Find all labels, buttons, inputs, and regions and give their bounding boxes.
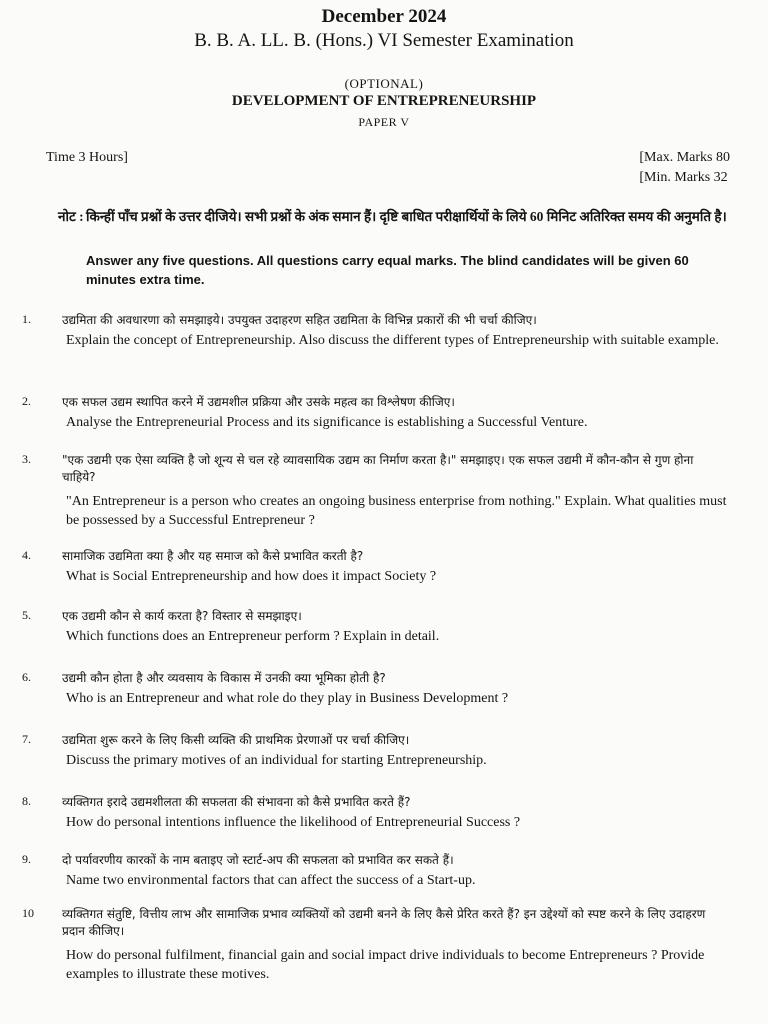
question-hindi: उद्यमी कौन होता है और व्यवसाय के विकास में उनकी क्या भूमिका होती है? [62, 671, 386, 685]
question-english: Analyse the Entrepreneurial Process and its significance is establishing a Successful Venture. [66, 415, 588, 430]
question-number: 5. [22, 608, 31, 622]
marks-block [639, 148, 730, 188]
question-hindi: उद्यमिता की अवधारणा को समझाइये। उपयुक्त उदाहरण सहित उद्यमिता के विभिन्न प्रकारों की भी चर्चा कीजिए। [62, 313, 537, 327]
question-english: How do personal intentions influence the likelihood of Entrepreneurial Success ? [66, 815, 521, 830]
exam-title: B. B. A. LL. B. (Hons.) VI Semester Examination [194, 30, 574, 51]
question-number: 9. [22, 852, 31, 866]
note-hindi: किन्हीं पाँच प्रश्नों के उत्तर दीजिये। सभी प्रश्नों के अंक समान हैं। दृष्टि बाधित परीक्षार्थियों के लिये 60 मिनिट अतिरिक्त समय की अनुमति है। [86, 209, 727, 224]
max-marks: [Max. Marks 80 [639, 150, 730, 165]
paper-number: PAPER V [358, 115, 410, 129]
question-hindi: सामाजिक उद्यमिता क्या है और यह समाज को कैसे प्रभावित करती है? [62, 549, 364, 563]
exam-date: December 2024 [321, 6, 447, 27]
question-number: 2. [22, 394, 31, 408]
time-allowed: Time 3 Hours] [46, 150, 128, 165]
question-hindi: एक सफल उद्यम स्थापित करने में उद्यमशील प्रक्रिया और उसके महत्व का विश्लेषण कीजिए। [62, 395, 455, 409]
question-english: How do personal fulfilment, financial gain and social impact drive individuals to become Entrepreneurs ? Provide examples to illustrate these motives. [66, 948, 705, 982]
note-english: Answer any five questions. All questions carry equal marks. The blind candidates will be given 60 minutes extra time. [86, 253, 689, 287]
question-hindi: दो पर्यावरणीय कारकों के नाम बताइए जो स्टार्ट-अप की सफलता को प्रभावित कर सकते हैं। [62, 853, 454, 867]
question-english: What is Social Entrepreneurship and how does it impact Society ? [66, 569, 437, 584]
question-english: Explain the concept of Entrepreneurship. Also discuss the different types of Entrepreneurship with suitable example. [66, 333, 719, 348]
question-english: "An Entrepreneur is a person who creates an ongoing business enterprise from nothing." Explain. What qualities must be possessed by a Successful Entrepreneur ? [66, 494, 727, 528]
question-number: 4. [22, 548, 31, 562]
question-english: Who is an Entrepreneur and what role do they play in Business Development ? [66, 691, 509, 706]
question-number: 6. [22, 670, 31, 684]
question-hindi: उद्यमिता शुरू करने के लिए किसी व्यक्ति की प्राथमिक प्रेरणाओं पर चर्चा कीजिए। [62, 733, 410, 747]
note-label: नोट : [58, 209, 84, 224]
question-hindi: एक उद्यमी कौन से कार्य करता है? विस्तार से समझाइए। [62, 609, 302, 623]
question-number: 8. [22, 794, 31, 808]
question-english: Name two environmental factors that can affect the success of a Start-up. [66, 873, 476, 888]
question-hindi: "एक उद्यमी एक ऐसा व्यक्ति है जो शून्य से चल रहे व्यावसायिक उद्यम का निर्माण करता है।" समझाइए। एक सफल उद्यमी में कौन-कौन से गुण होना चाहिये? [62, 453, 694, 484]
subject-title: DEVELOPMENT OF ENTREPRENEURSHIP [231, 93, 537, 109]
question-number: 10 [22, 906, 34, 920]
question-english: Which functions does an Entrepreneur perform ? Explain in detail. [66, 629, 440, 644]
question-hindi: व्यक्तिगत संतुष्टि, वित्तीय लाभ और सामाजिक प्रभाव व्यक्तियों को उद्यमी बनने के लिए कैसे प्रेरित करते हैं? इन उद्देश्यों को स्पष्ट करने के लिए उदाहरण प्रदान कीजिए। [62, 907, 706, 938]
question-english: Discuss the primary motives of an individual for starting Entrepreneurship. [66, 753, 487, 768]
question-number: 1. [22, 312, 31, 326]
question-hindi: व्यक्तिगत इरादे उद्यमशीलता की सफलता की संभावना को कैसे प्रभावित करते हैं? [62, 795, 411, 809]
question-number: 3. [22, 452, 31, 466]
optional-label: (OPTIONAL) [344, 76, 424, 91]
min-marks: [Min. Marks 32 [639, 170, 728, 185]
question-number: 7. [22, 732, 31, 746]
